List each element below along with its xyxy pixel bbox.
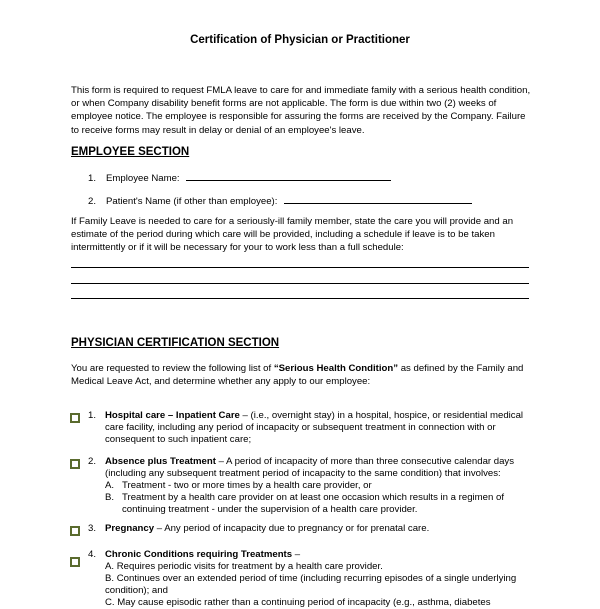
patient-name-field[interactable] [284,194,472,204]
item-text: – [292,549,301,560]
item-text: – (i.e., overnight stay) in a hospital, hospice, or residential medical care facility, including any period of incapacity or subsequent treatment in connection with or consequent to such inpatient care; [105,410,524,445]
chronic-conditions-checkbox[interactable] [70,557,80,567]
sub-item-b [105,492,538,516]
sub-text: Treatment by a health care provider on at least one occasion which results in a regimen of continuing treatment - under the supervision of a health care provider. [122,492,504,515]
field-number: 2. [88,196,97,207]
page-title: Certification of Physician or Practitioner [190,34,410,46]
condition-item-chronic-conditions [88,549,538,609]
item-number: 2. [88,456,97,467]
sub-item-a [105,480,538,492]
item-title: Pregnancy [105,523,155,534]
item-number: 3. [88,523,97,534]
physician-intro-post: as defined by the Family and Medical Leave Act, and determine whether any apply to our employee: [71,363,524,388]
item-text: – A period of incapacity of more than three consecutive calendar days (including any subsequent treatment period of incapacity to the same condition) that involves: [105,456,515,479]
chronic-line-b: B. Continues over an extended period of time (including recurring episodes of a single underlying condition); and [105,573,517,596]
family-leave-answer-line-1[interactable] [71,267,529,268]
item-text: – Any period of incapacity due to pregnancy or for prenatal care. [154,523,430,534]
physician-intro-paragraph [71,362,531,388]
condition-item-pregnancy [88,523,538,535]
field-number: 1. [88,173,97,184]
item-number: 1. [88,410,97,421]
condition-item-hospital-care [88,410,538,446]
family-leave-answer-line-2[interactable] [71,283,529,284]
patient-name-label: Patient's Name (if other than employee): [106,196,278,207]
item-title: Chronic Conditions requiring Treatments [105,549,293,560]
family-leave-instructions: If Family Leave is needed to care for a seriously-ill family member, state the care you will provide and an estimate of the period during which care will be provided, including a schedule if leave is to be taken intermittently or if it will be necessary for your to work less than a full schedule: [71,216,514,254]
physician-intro-pre: You are requested to review the following list of [71,363,274,374]
condition-item-absence-plus-treatment [88,456,538,516]
item-title: Hospital care – Inpatient Care [105,410,240,421]
employee-name-field[interactable] [186,171,391,181]
chronic-line-c: C. May cause episodic rather than a continuing period of incapacity (e.g., asthma, diabetes [105,597,491,608]
employee-section-heading: EMPLOYEE SECTION [71,146,190,158]
chronic-line-a: A. Requires periodic visits for treatment by a health care provider. [105,561,383,572]
patient-name-row [88,194,472,207]
hospital-care-checkbox[interactable] [70,413,80,423]
physician-section-heading: PHYSICIAN CERTIFICATION SECTION [71,337,280,349]
serious-health-condition-term: “Serious Health Condition” [273,363,399,374]
sub-text: Treatment - two or more times by a health care provider, or [122,480,372,491]
family-leave-answer-line-3[interactable] [71,298,529,299]
item-number: 4. [88,549,97,560]
employee-name-row [88,171,391,184]
sub-letter: B. [105,492,115,503]
absence-plus-treatment-checkbox[interactable] [70,459,80,469]
employee-name-label: Employee Name: [106,173,180,184]
intro-paragraph: This form is required to request FMLA leave to care for and immediate family with a serious health condition, or when Company disability benefit forms are not applicable. The form is due within two (2) weeks of employee notice. The employee is responsible for assuring the forms are received by the Company. Failure to receive forms may result in delay or denial of an employee's leave. [71,85,531,136]
pregnancy-checkbox[interactable] [70,526,80,536]
item-title: Absence plus Treatment [105,456,216,467]
sub-letter: A. [105,480,115,491]
